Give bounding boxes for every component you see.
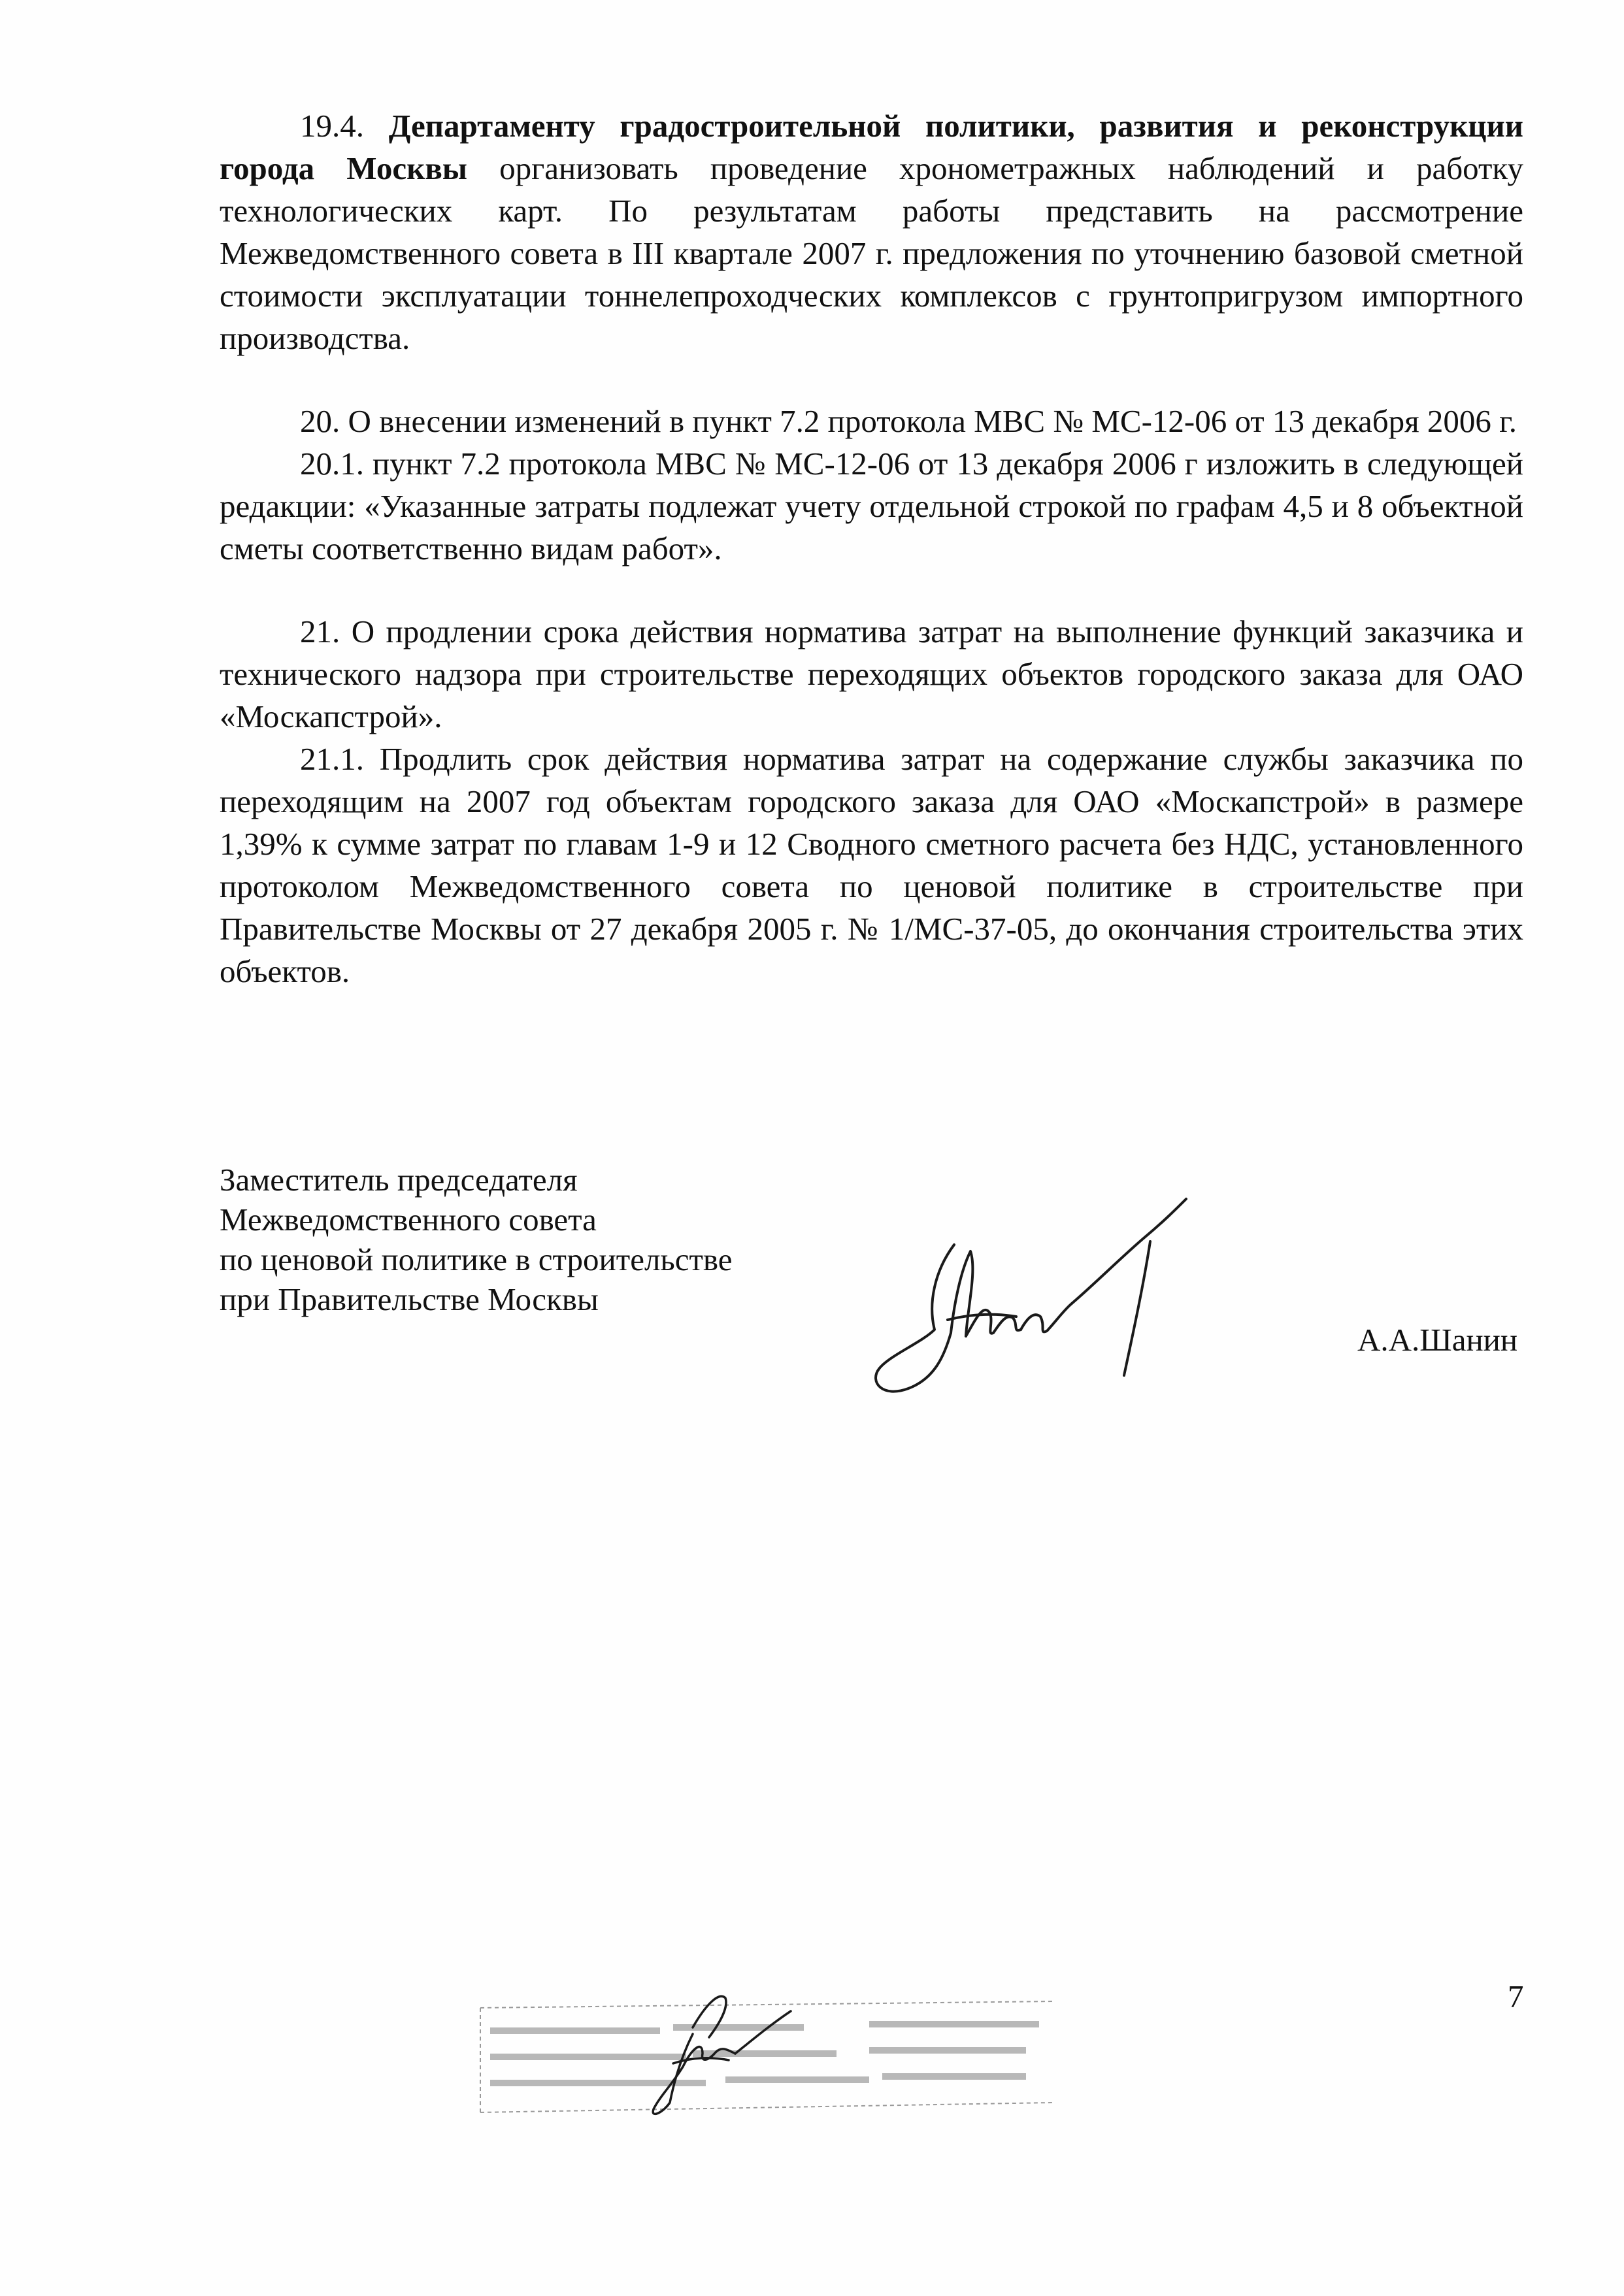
item-19-4-bold-lead: Департаменту градостроительной политики, развития и реконструкции города Москвы bbox=[220, 108, 1523, 186]
item-20: 20. О внесении изменений в пункт 7.2 протокола МВС № МС-12-06 от 13 декабря 2006 г. bbox=[300, 403, 1517, 439]
document-body bbox=[220, 105, 1523, 992]
page-number: 7 bbox=[1508, 1978, 1524, 2014]
item-19-4 bbox=[220, 105, 1523, 359]
item-19-4-number: 19.4. bbox=[300, 108, 364, 144]
signatory-line: Заместитель председателя bbox=[220, 1162, 578, 1198]
signatory-line: при Правительстве Москвы bbox=[220, 1281, 599, 1317]
signatory-line: по ценовой политике в строительстве bbox=[220, 1241, 733, 1277]
approval-stamp bbox=[477, 1988, 1065, 2119]
item-21: 21. О продлении срока действия норматива затрат на выполнение функций заказчика и технического надзора при строительстве переходящих объектов городского заказа для ОАО «Москапстрой». bbox=[220, 614, 1523, 734]
handwritten-signature bbox=[856, 1173, 1209, 1408]
signatory-line: Межведомственного совета bbox=[220, 1202, 597, 1238]
signatory-title bbox=[220, 1160, 733, 1319]
item-19-4-text: организовать проведение хронометражных наблюдений и работку технологических карт. По результатам работы представить на рассмотрение Межведомственного совета в III квартале 2007 г. предложения по уточнению базовой сметной стоимости эксплуатации тоннелепроходческих комплексов с грунтопригрузом импортного производства. bbox=[220, 150, 1523, 356]
item-21-1: 21.1. Продлить срок действия норматива затрат на содержание службы заказчика по переходящим на 2007 год объектам городского заказа для ОАО «Москапстрой» в размере 1,39% к сумме затрат по главам 1-9 и 12 Сводного сметного расчета без НДС, установленного протоколом Межведомственного совета по ценовой политике в строительстве при Правительстве Москвы от 27 декабря 2005 г. № 1/МС-37-05, до окончания строительства этих объектов. bbox=[220, 741, 1523, 989]
signatory-name: А.А.Шанин bbox=[1357, 1322, 1518, 1358]
item-20-1: 20.1. пункт 7.2 протокола МВС № МС-12-06 от 13 декабря 2006 г изложить в следующей редакции: «Указанные затраты подлежат учету отдельной строкой по графам 4,5 и 8 объектной сметы соответственно видам работ». bbox=[220, 446, 1523, 566]
